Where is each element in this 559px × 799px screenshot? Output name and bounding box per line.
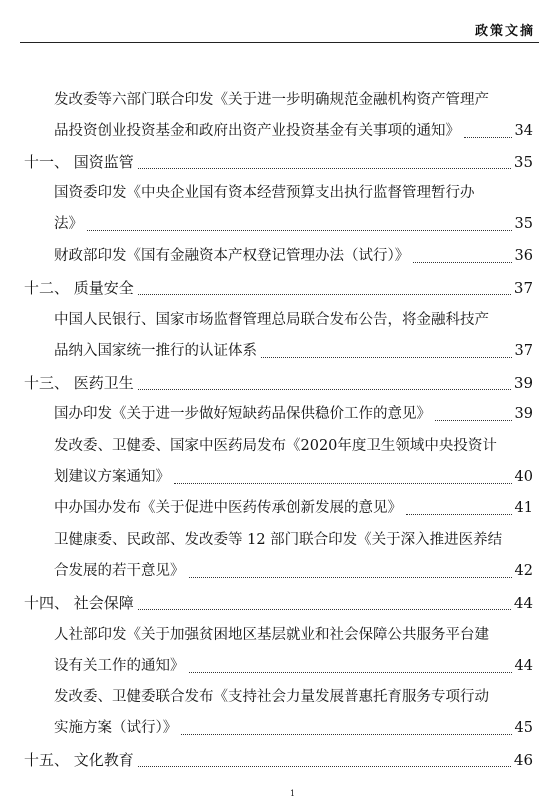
toc-page-number: 37 [513, 279, 533, 297]
toc-page-number: 45 [514, 720, 533, 736]
dot-leader [189, 671, 512, 673]
toc-section-title: 十二、 质量安全 [24, 279, 134, 297]
toc-entry-text: 设有关工作的通知》 [54, 658, 185, 674]
dot-leader [189, 576, 512, 578]
dot-leader [138, 765, 511, 767]
toc-entry [0, 339, 559, 363]
toc-entry-text: 实施方案（试行）》 [54, 720, 178, 736]
toc-section-title: 十三、 医药卫生 [24, 374, 134, 392]
toc-entry [0, 716, 559, 740]
toc-entry [0, 434, 559, 458]
toc-entry [0, 212, 559, 236]
dot-leader [174, 482, 512, 484]
toc-page-number: 40 [514, 469, 533, 485]
toc-section [0, 371, 559, 395]
toc-page-number: 35 [514, 216, 533, 232]
toc-entry [0, 528, 559, 552]
toc-entry-text: 合发展的若干意见》 [54, 563, 185, 579]
toc-entry-text: 卫健康委、民政部、发改委等 12 部门联合印发《关于深入推进医养结 [54, 532, 503, 548]
dot-leader [138, 388, 511, 390]
dot-leader [138, 167, 511, 169]
toc-section-title: 十五、 文化教育 [24, 751, 134, 769]
toc-entry [0, 496, 559, 520]
toc-page-number: 39 [514, 406, 533, 422]
dot-leader [464, 136, 512, 138]
toc-entry [0, 244, 559, 268]
toc-entry [0, 654, 559, 678]
running-header: 政策文摘 [474, 24, 535, 39]
toc-entry-text: 国办印发《关于进一步做好短缺药品保供稳价工作的意见》 [54, 406, 431, 422]
toc-entry [0, 119, 559, 143]
page-number: 1 [290, 789, 296, 798]
dot-leader [406, 513, 512, 515]
toc-section [0, 276, 559, 300]
dot-leader [138, 608, 511, 610]
toc-section-title: 十一、 国资监管 [24, 153, 134, 171]
toc-section [0, 150, 559, 174]
toc-section [0, 591, 559, 615]
toc-entry [0, 402, 559, 426]
toc-page-number: 37 [514, 343, 533, 359]
toc-entry [0, 308, 559, 332]
toc-page-number: 34 [514, 123, 533, 139]
header-rule [20, 42, 539, 43]
toc-entry-text: 划建议方案通知》 [54, 469, 170, 485]
dot-leader [87, 229, 512, 231]
toc-entry [0, 559, 559, 583]
toc-entry-text: 发改委、卫健委联合发布《支持社会力量发展普惠托育服务专项行动 [54, 689, 489, 705]
toc-page-number: 44 [514, 658, 533, 674]
toc-entry-text: 品纳入国家统一推行的认证体系 [54, 343, 257, 359]
toc-entry-text: 人社部印发《关于加强贫困地区基层就业和社会保障公共服务平台建 [54, 627, 489, 643]
toc-page-number: 44 [513, 594, 533, 612]
toc-entry-text: 财政部印发《国有金融资本产权登记管理办法（试行）》 [54, 248, 410, 264]
toc-page-number: 39 [513, 374, 533, 392]
toc-entry [0, 181, 559, 205]
toc-page-number: 41 [514, 500, 533, 516]
toc-entry [0, 465, 559, 489]
dot-leader [138, 293, 511, 295]
toc-page-number: 46 [513, 751, 533, 769]
toc-entry-text: 发改委、卫健委、国家中医药局发布《2020年度卫生领域中央投资计 [54, 438, 497, 454]
toc-entry-text: 中国人民银行、国家市场监督管理总局联合发布公告，将金融科技产 [54, 312, 489, 328]
toc-entry-text: 法》 [54, 216, 83, 232]
toc-entry-text: 发改委等六部门联合印发《关于进一步明确规范金融机构资产管理产 [54, 92, 489, 108]
toc-entry-text: 中办国办发布《关于促进中医药传承创新发展的意见》 [54, 500, 402, 516]
toc-entry [0, 88, 559, 112]
dot-leader [413, 261, 512, 263]
toc-page-number: 35 [513, 153, 533, 171]
toc-entry [0, 623, 559, 647]
toc-section-title: 十四、 社会保障 [24, 594, 134, 612]
dot-leader [181, 733, 512, 735]
dot-leader [435, 419, 512, 421]
toc-section [0, 748, 559, 772]
toc-page-number: 42 [514, 563, 533, 579]
toc-page-number: 36 [514, 248, 533, 264]
dot-leader [261, 356, 512, 358]
toc-entry-text: 国资委印发《中央企业国有资本经营预算支出执行监督管理暂行办 [54, 185, 475, 201]
toc-entry-text: 品投资创业投资基金和政府出资产业投资基金有关事项的通知》 [54, 123, 460, 139]
toc-entry [0, 685, 559, 709]
